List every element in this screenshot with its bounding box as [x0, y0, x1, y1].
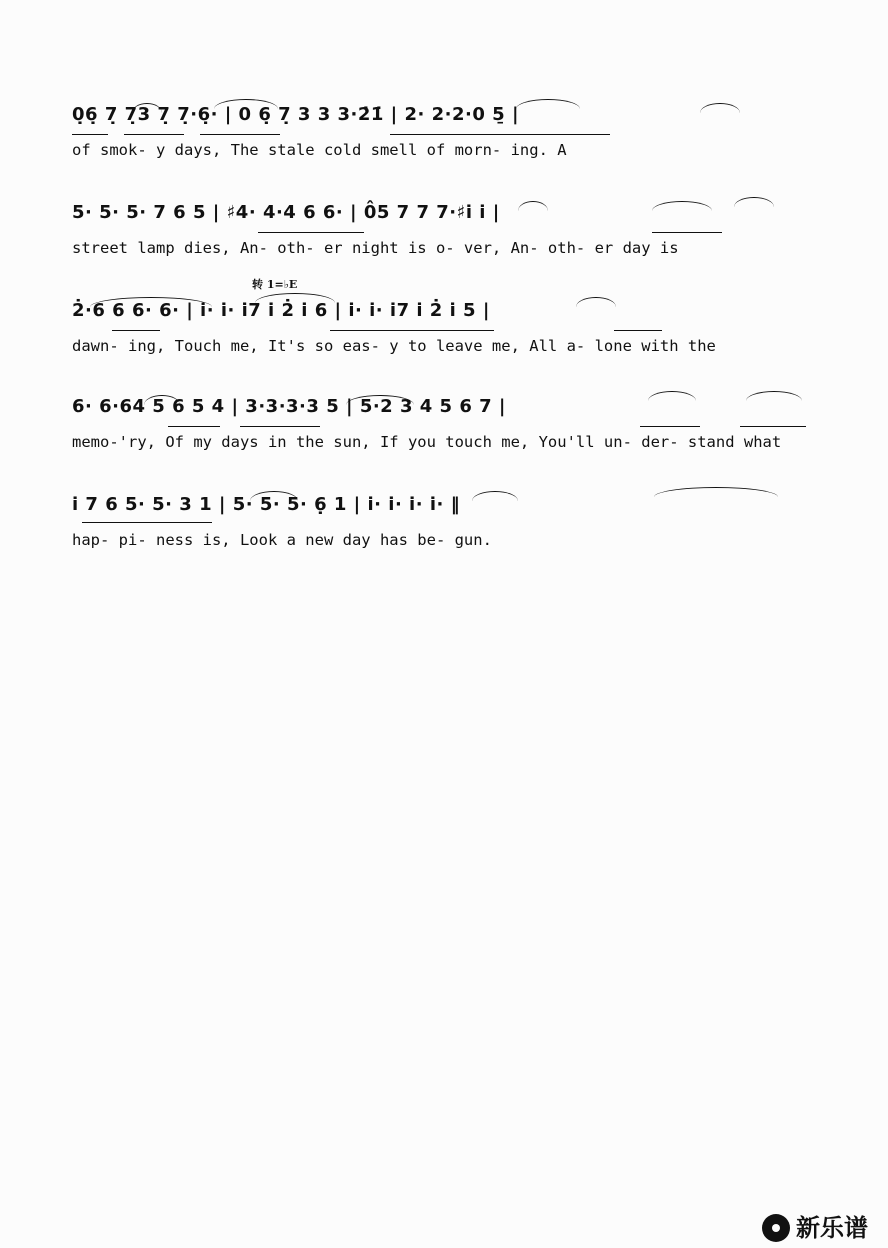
lyrics-line: memo-'ry, Of my days in the sun, If you touch me, You'll un- der- stand what [72, 433, 782, 451]
lyrics-line: of smok- y days, The stale cold smell of morn- ing. A [72, 141, 567, 159]
key-change-marking: 转 1=♭E [252, 278, 298, 291]
notation-line: 6· 6·64 5 6 5 4 | 3·3·3·3 5 | 5·2 3 4 5 6 7 | [72, 396, 507, 417]
notation-line: 5· 5· 5· 7 6 5 | ♯4· 4·4 6 6· | 0̂5 7 7 7·♯i̇ i̇ | [72, 202, 500, 223]
lyrics-line: dawn- ing, Touch me, It's so eas- y to leave me, All a- lone with the [72, 337, 716, 355]
beam-underline [240, 426, 320, 427]
beam-underline [390, 134, 610, 135]
lyrics-line: hap- pi- ness is, Look a new day has be- gun. [72, 531, 492, 549]
vinyl-record-icon [762, 1214, 790, 1242]
notation-line: 0̣6̣ 7̣ 7̣3 7̣ 7̣·6̣· | 0 6̣ 7̣ 3 3 3·2̇1̇ | 2· 2·2·0 5̱ | [72, 104, 520, 125]
beam-underline [652, 232, 722, 233]
beam-underline [614, 330, 662, 331]
lyrics-line: street lamp dies, An- oth- er night is o- ver, An- oth- er day is [72, 239, 679, 257]
logo-text: 新乐谱 [796, 1214, 868, 1242]
site-logo [760, 1212, 882, 1244]
beam-underline [168, 426, 220, 427]
score-system-2 [72, 194, 822, 274]
score-system-5 [72, 486, 822, 566]
beam-underline [124, 134, 184, 135]
beam-underline [200, 134, 280, 135]
notation-line: 2̇·6 6 6· 6· | i̇· i̇· i̇7 i̇ 2̇ i̇ 6 | i̇· i̇· i̇7 i̇ 2̇ i̇ 5 | [72, 300, 490, 321]
beam-underline [330, 330, 494, 331]
beam-underline [640, 426, 700, 427]
beam-underline [82, 522, 212, 523]
beam-underline [72, 134, 108, 135]
notation-line: i̇ 7 6 5· 5· 3 1 | 5· 5· 5· 6̣ 1 | i̇· i̇· i̇· i̇· ‖ [72, 494, 461, 515]
beam-underline [258, 232, 364, 233]
beam-underline [740, 426, 806, 427]
beam-underline [112, 330, 160, 331]
score-system-4 [72, 388, 822, 468]
